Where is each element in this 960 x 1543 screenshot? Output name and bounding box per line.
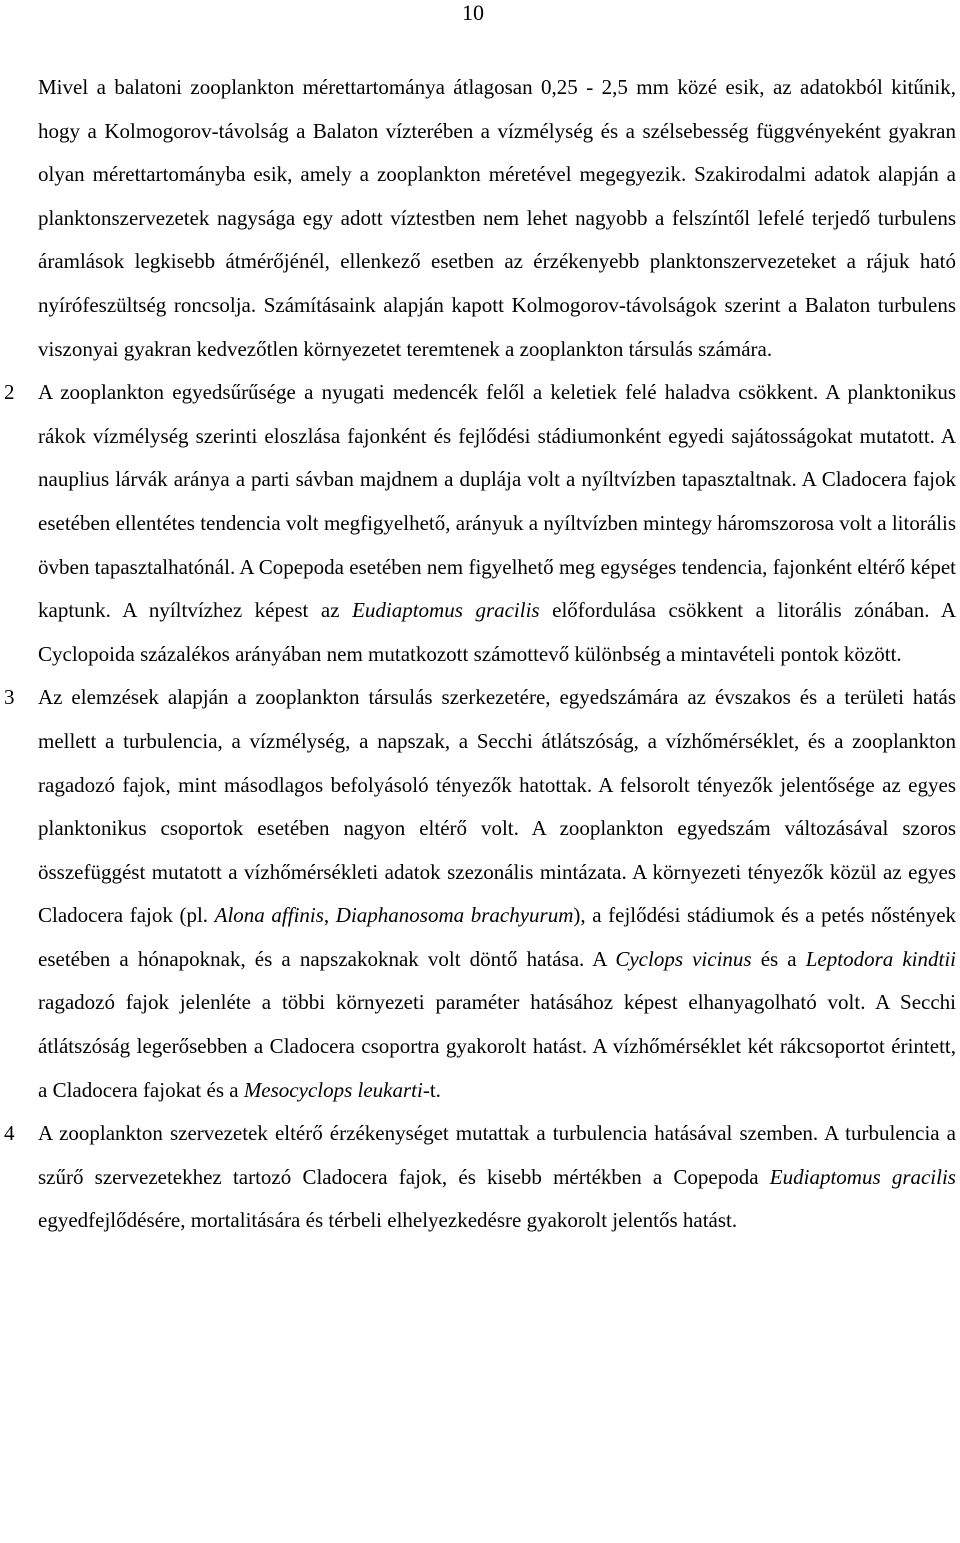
text-run: ragadozó fajok jelenléte a többi környezeti paraméter hatásához képest elhanyagolható volt. A Secchi átlátszóság legerősebben a Cladocera csoportra gyakorolt hatást. A vízhőmérséklet két rákcsoportot érintett, a Cladocera fajokat és a — [38, 990, 956, 1102]
text-run: A zooplankton szervezetek eltérő érzékenységet mutattak a turbulencia hatásával szemben. A turbulencia a szűrő szervezetekhez tartozó Cladocera fajok, és kisebb mértékben a Copepoda — [38, 1121, 956, 1189]
species-name: Mesocyclops leukarti — [243, 1077, 423, 1102]
text-run: Mivel a balatoni zooplankton mérettartománya átlagosan 0,25 - 2,5 mm közé esik, az adatokból kitűnik, hogy a Kolmogorov-távolság a Balaton vízterében a vízmélység és a szélsebesség függvényeként gyakran olyan mérettartományba esik, amely a zooplankton méretével megegyezik. Szakirodalmi adatok alapján a planktonszervezetek nagysága egy adott víztestben nem lehet nagyobb a felszíntől lefelé terjedő turbulens áramlások legkisebb átmérőjénél, ellenkező esetben az érzékenyebb planktonszervezeteket a rájuk ható nyírófeszültség roncsolja. Számításaink alapján kapott Kolmogorov-távolságok szerint a Balaton turbulens viszonyai gyakran kedvezőtlen környezetet teremtenek a zooplankton társulás számára. — [38, 75, 956, 361]
species-name: Leptodora kindtii — [805, 946, 957, 971]
paragraph-2 — [4, 371, 956, 676]
text-run: ), a fejlődési stádiumok és a petés nőstények esetében a hónapoknak, és a napszakoknak volt döntő hatása. A — [38, 903, 957, 971]
paragraph-1 — [38, 66, 956, 371]
text-run: A zooplankton egyedsűrűsége a nyugati medencék felől a keletiek felé haladva csökkent. A planktonikus rákok vízmélység szerinti eloszlása fajonként és fejlődési stádiumonként egyedi sajátosságokat mutatott. A nauplius lárvák aránya a parti sávban majdnem a duplája volt a nyíltvízben tapasztaltnak. A Cladocera fajok esetében ellentétes tendencia volt megfigyelhető, arányuk a nyíltvízben mintegy háromszorosa volt a litorális övben tapasztalhatónál. A Copepoda esetében nem figyelhető meg egységes tendencia, fajonként eltérő képet kaptunk. A nyíltvízhez képest az — [38, 380, 956, 623]
text-run: -t. — [422, 1077, 441, 1102]
text-run: előfordulása csökkent a litorális zónában. A Cyclopoida százalékos arányában nem mutatkozott számottevő különbség a mintavételi pontok között. — [38, 598, 956, 666]
page-number: 10 — [462, 0, 484, 25]
paragraph-4 — [4, 1112, 956, 1243]
text-run: és a — [751, 946, 806, 971]
paragraph-text — [38, 1112, 956, 1243]
text-run: egyedfejlődésére, mortalitására és térbeli elhelyezkedésre gyakorolt jelentős hatást. — [38, 1208, 738, 1233]
item-number: 3 — [4, 685, 15, 710]
paragraph-text — [38, 676, 956, 1112]
item-number: 4 — [4, 1121, 15, 1146]
species-name: Alona affinis — [214, 903, 324, 928]
species-name: Cyclops vicinus — [615, 946, 752, 971]
paragraph-3 — [4, 676, 957, 1112]
document-body — [4, 66, 957, 1243]
species-name: Eudiaptomus gracilis — [352, 598, 540, 623]
text-run: , — [323, 903, 336, 928]
species-name: Diaphanosoma brachyurum — [335, 903, 574, 928]
paragraph-text — [38, 371, 956, 676]
species-name: Eudiaptomus gracilis — [769, 1164, 956, 1189]
item-number: 2 — [4, 380, 15, 405]
paragraph-text — [38, 66, 956, 371]
text-run: Az elemzések alapján a zooplankton társulás szerkezetére, egyedszámára az évszakos és a területi hatás mellett a turbulencia, a vízmélység, a napszak, a Secchi átlátszóság, a vízhőmérséklet, és a zooplankton ragadozó fajok, mint másodlagos befolyásoló tényezők hatottak. A felsorolt tényezők jelentősége az egyes planktonikus csoportok esetében nagyon eltérő volt. A zooplankton egyedszám változásával szoros összefüggést mutatott a vízhőmérsékleti adatok szezonális mintázata. A környezeti tényezők közül az egyes Cladocera fajok (pl. — [38, 685, 956, 928]
